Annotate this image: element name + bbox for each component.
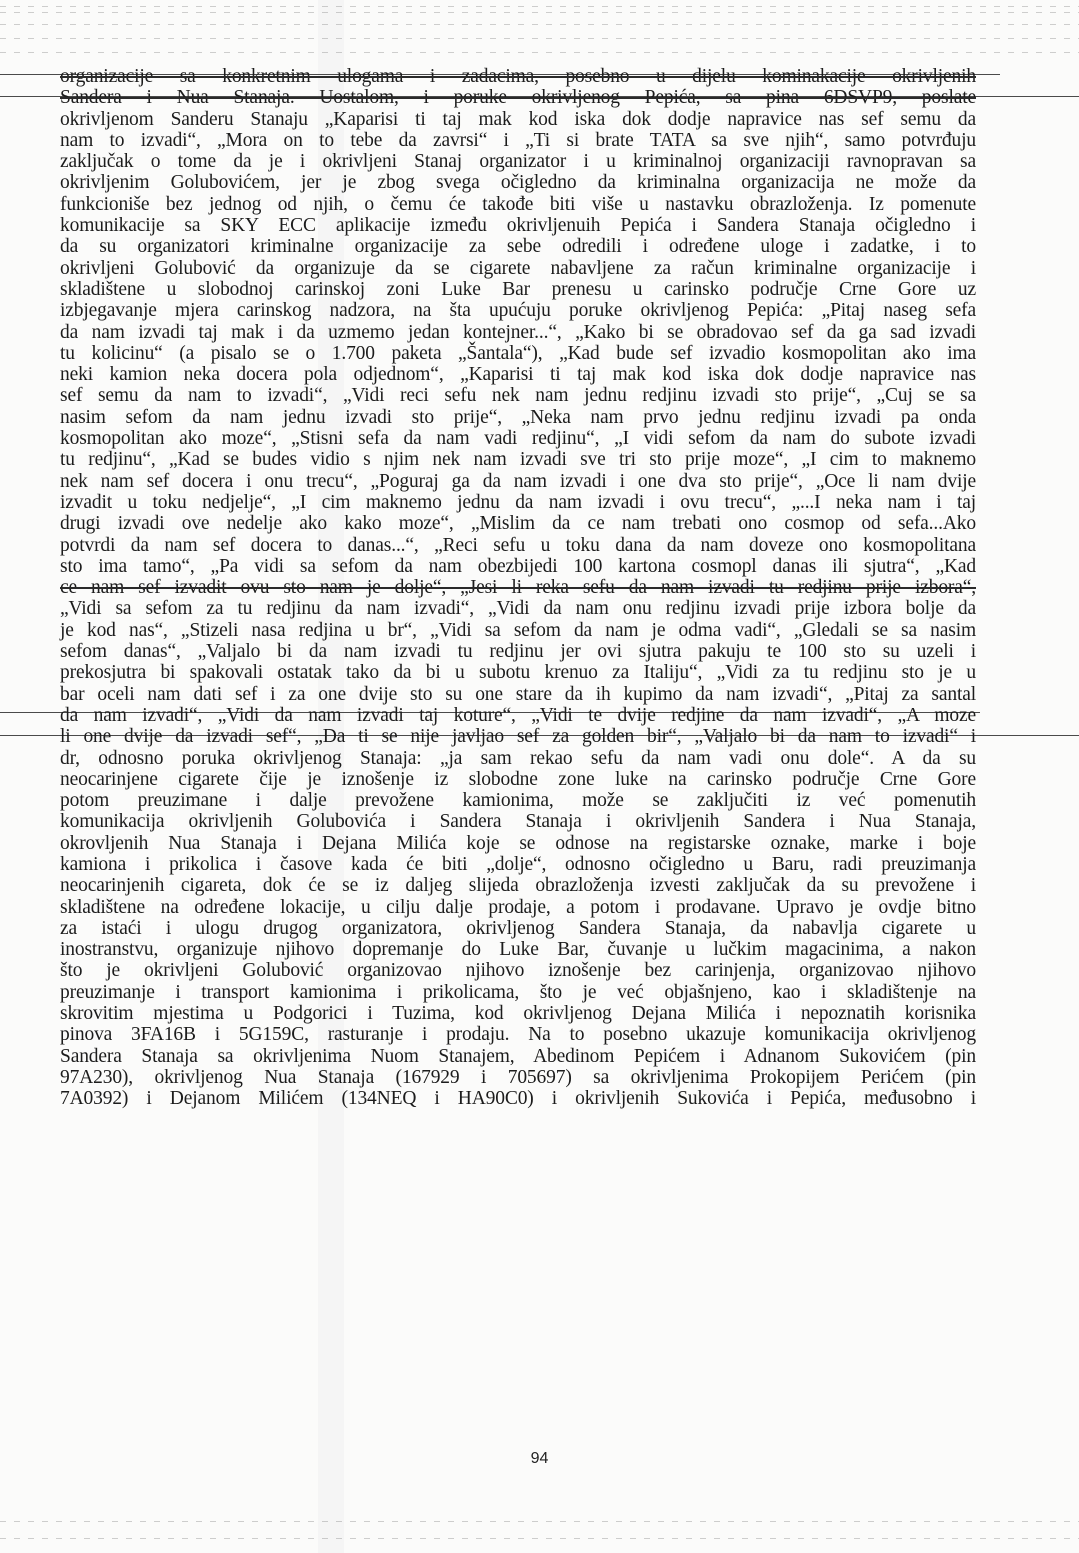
text-line: okrivljenom Sanderu Stanaju „Kaparisi ti taj mak kod iska dok dodje napravice nas sef semu da <box>60 108 976 130</box>
text-line: dr, odnosno poruka okrivljenog Stanaja: „ja sam rekao sefu da nam vadi onu dole“. A da su <box>60 747 976 769</box>
text-line: li one dvije da izvadi sef“, „Da ti se nije javljao sef za golden bir“, „Valjalo bi da nam to izvadi“ i <box>60 726 976 748</box>
text-line: zaključak o tome da je i okrivljeni Stanaj organizator i u kriminalnoj organizaciji ravnopravan sa <box>60 151 976 173</box>
text-line: 97A230), okrivljenog Nua Stanaja (167929 i 705697) sa okrivljenima Prokopijem Perićem (pin <box>60 1066 976 1088</box>
scan-artifact <box>0 1538 1079 1539</box>
text-line: za istaći i ulogu drugog organizatora, okrivljenog Sandera Stanaja, da nabavlja cigarete u <box>60 917 976 939</box>
text-line: Sandera Stanaja sa okrivljenima Nuom Stanajem, Abedinom Pepićem i Adnanom Sukovićem (pin <box>60 1045 976 1067</box>
scan-artifact <box>0 6 1079 7</box>
text-line: kosmopolitan ako moze“, „Stisni sefa da nam vadi redjinu“, „I vidi sefom da nam do subote izvadi <box>60 428 976 450</box>
text-line: prekosjutra bi spakovali ostatak tako da bi u subotu krenuo za Italiju“, „Vidi za tu redjinu sto je u <box>60 662 976 684</box>
text-line: sefom danas“, „Valjalo bi da nam izvadi tu redjinu jer ovi sjutra pakuju te 100 sto su uzeli i <box>60 641 976 663</box>
text-line: kamiona i prikolica i časove kada će biti „dolje“, odnosno očigledno u Baru, radi preuzimanja <box>60 853 976 875</box>
text-line: je kod nas“, „Stizeli nasa redjina u br“, „Vidi sa sefom da nam je odma vadi“, „Gledali se sa nasim <box>60 619 976 641</box>
text-line: Sandera i Nua Stanaja. Uostalom, i poruke okrivljenog Pepića, sa pina 6DSVP9, poslate <box>60 87 976 109</box>
text-line: neocarinjenih cigareta, dok će se iz daljeg slijeda obrazloženja izvesti zaključak da su prevožene i <box>60 875 976 897</box>
text-line: sef semu da nam to izvadi“, „Vidi reci sefu nek nam jednu redjinu izvadi sto prije“, „Cuj se sa <box>60 385 976 407</box>
document-body <box>60 66 976 1131</box>
text-line: 7A0392) i Dejanom Milićem (134NEQ i HA90C0) i okrivljenih Sukovića i Pepića, međusobno i <box>60 1088 976 1110</box>
text-line: okrovljenih Nua Stanaja i Dejana Milića koje se odnose na registarske oznake, marke i boje <box>60 832 976 854</box>
scan-artifact <box>0 38 1079 39</box>
text-line: komunikacije sa SKY ECC aplikacije između okrivljenuih Pepića i Sandera Stanaja očigledno i <box>60 215 976 237</box>
text-line: bar oceli nam dati sef i za one dvije sto su one stare da ih kupimo da nam izvadi“, „Pitaj za santal <box>60 683 976 705</box>
text-line: tu kolicinu“ (a pisalo se o 1.700 paketa „Šantala“), „Kad bude sef izvadio kosmopolitan ako ima <box>60 342 976 364</box>
page-number: 94 <box>530 1450 549 1467</box>
text-line: potom preuzimane i dalje prevožene kamionima, može se zaključiti iz već pomenutih <box>60 790 976 812</box>
text-line: sto ima tamo“, „Pa vidi sa sefom da nam obezbijedi 100 kartona cosmopl danas ili sjutra“, „Kad <box>60 555 976 577</box>
text-line: da nam izvadi taj mak i da uzmemo jedan kontejner...“, „Kako bi se obradovao sef da ga sad izvadi <box>60 321 976 343</box>
text-line: što je okrivljeni Golubović organizovao njihovo iznošenje bez carinjenja, organizovao njihovo <box>60 960 976 982</box>
text-line: skladištene na određene lokacije, u cilju dalje prodaje, a potom i prodavane. Upravo je ovdje bitno <box>60 896 976 918</box>
text-line: neki kamion neka docera pola odjednom“, „Kaparisi ti taj mak kod iska dok dodje napravice nas <box>60 364 976 386</box>
text-line: inostranstvu, organizuje njihovo dopremanje do Luke Bar, čuvanje u lučkim magacinima, a nakon <box>60 939 976 961</box>
text-line: okrivljenim Golubovićem, jer je zbog svega očigledno da kriminalna organizacija ne može da <box>60 172 976 194</box>
text-line: izvadit u toku nedjelje“, „I cim maknemo jednu da nam izvadi i ovu trecu“, „...I neka nam i taj <box>60 491 976 513</box>
text-line: skrovitim mjestima u Podgorici i Tuzima, kod okrivljenog Dejana Milića i nepoznatih korisnika <box>60 1003 976 1025</box>
text-line: nasim sefom da nam jednu izvadi sto prije“, „Neka nam prvo jednu redjinu izvadi pa onda <box>60 406 976 428</box>
text-line: preuzimanje i transport kamionima i prikolicama, što je već objašnjeno, kao i skladištenje na <box>60 981 976 1003</box>
text-line <box>60 1110 976 1131</box>
text-line: organizacije sa konkretnim ulogama i zadacima, posebno u dijelu kominakacije okrivljenih <box>60 66 976 87</box>
text-line: „Vidi sa sefom za tu redjinu da nam izvadi“, „Vidi da nam onu redjinu izvadi prije izbora bolje da <box>60 598 976 620</box>
scan-artifact <box>0 1521 1079 1522</box>
scan-artifact <box>0 12 1079 13</box>
scan-artifact <box>0 24 1079 25</box>
text-line: izbjegavanje mjera carinskog nadzora, na šta upućuju poruke okrivljenog Pepića: „Pitaj naseg sefa <box>60 300 976 322</box>
text-line: nam to izvadi“, „Mora on to tebe da zavrsi“ i „Ti si brate TATA sa sve njih“, samo potvrđuju <box>60 129 976 151</box>
text-line: drugi izvadi ove nedelje ako kako moze“, „Mislim da ce nam trebati ono cosmop od sefa...Ako <box>60 513 976 535</box>
text-line: komunikacija okrivljenih Golubovića i Sandera Stanaja i okrivljenih Sandera i Nua Stanaja, <box>60 811 976 833</box>
text-line: skladištene u slobodnoj carinskoj zoni Luke Bar prenesu u carinsko područje Crne Gore uz <box>60 278 976 300</box>
scan-artifact <box>0 52 1079 53</box>
text-line: funkcioniše bez jednog od njih, o čemu će takođe biti više u nastavku obrazloženja. Iz pomenute <box>60 193 976 215</box>
text-line: da su organizatori kriminalne organizacije za sebe odredili i određene uloge i zadatke, i to <box>60 236 976 258</box>
text-line: potvrdi da nam sef docera to danas...“, „Reci sefu u toku dana da nam doveze ono kosmopolitana <box>60 534 976 556</box>
text-line: tu redjinu“, „Kad se budes vidio s njim nek nam izvadi sve tri sto prije moze“, „I cim to maknemo <box>60 449 976 471</box>
text-line: pinova 3FA16B i 5G159C, rasturanje i prodaju. Na to posebno ukazuje komunikacija okrivljenog <box>60 1024 976 1046</box>
text-line: nek nam sef docera i onu trecu“, „Poguraj ga da nam izvadi i one dva sto prije“, „Oce li nam dvije <box>60 470 976 492</box>
text-line: ce nam sef izvadit ovu sto nam je dolje“, „Jesi li reka sefu da nam izvadi tu redjinu prije izbora“, <box>60 577 976 599</box>
text-line: da nam izvadi“, „Vidi da nam izvadi taj koture“, „Vidi te dvije redjine da nam izvadi“, „A moze <box>60 704 976 726</box>
text-line: okrivljeni Golubović da organizuje da se cigarete nabavljene za račun kriminalne organizacije i <box>60 257 976 279</box>
text-line: neocarinjene cigarete čije je iznošenje iz slobodne zone luke na carinsko područje Crne Gore <box>60 768 976 790</box>
